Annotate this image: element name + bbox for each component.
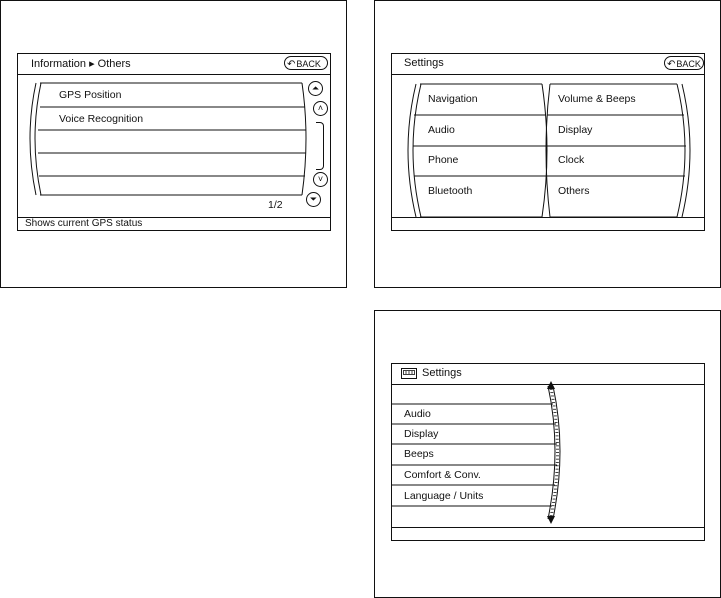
list-item[interactable] (42, 131, 300, 152)
screen-settings-grid (391, 53, 705, 231)
back-button-label: BACK (296, 59, 321, 69)
menu-item-label: Others (558, 185, 590, 197)
page-indicator: 1/2 (268, 199, 283, 211)
screen-settings-list (391, 363, 705, 541)
list-item[interactable] (392, 507, 548, 521)
panel-information-others (0, 0, 347, 288)
menu-item-label: Clock (558, 154, 585, 166)
list-item[interactable] (42, 84, 300, 106)
menu-item-label: Bluetooth (428, 185, 473, 197)
list-item[interactable] (42, 108, 300, 129)
status-bar (18, 217, 330, 230)
menu-item-phone[interactable] (422, 147, 540, 175)
list-item[interactable] (392, 445, 553, 464)
status-bar (392, 217, 704, 230)
list-item-label: Audio (404, 408, 431, 420)
status-text: Shows current GPS status (25, 218, 143, 229)
status-bar (392, 527, 704, 540)
screen-information-others (17, 53, 331, 231)
list-item[interactable] (392, 405, 550, 423)
list-item[interactable] (392, 466, 553, 484)
list-item[interactable] (42, 154, 300, 175)
menu-item-label: Navigation (428, 93, 478, 105)
list-item[interactable] (392, 486, 551, 505)
line-down-icon[interactable]: ˅ (313, 172, 328, 187)
menu-item-audio[interactable] (422, 116, 540, 145)
back-button-label: BACK (676, 59, 701, 69)
scrollbar[interactable] (316, 122, 324, 170)
curved-scrollbar[interactable] (550, 392, 564, 514)
menu-item-label: Audio (428, 124, 455, 136)
page-title: Settings (404, 57, 444, 69)
menu-item-clock[interactable] (554, 147, 674, 175)
menu-item-label: Phone (428, 154, 459, 166)
back-arrow-icon: ↶ (667, 59, 676, 70)
menu-item-label: Display (558, 124, 593, 136)
list-item-label: Language / Units (404, 490, 484, 502)
menu-item-volume-beeps[interactable] (554, 85, 674, 114)
menu-item-label: Volume & Beeps (558, 93, 636, 105)
menu-item-display[interactable] (554, 116, 674, 145)
menu-item-navigation[interactable] (422, 85, 540, 114)
page-down-icon[interactable]: ⏷ (306, 192, 321, 207)
panel-settings-grid (374, 0, 721, 288)
page-title: Settings (422, 367, 462, 379)
back-arrow-icon: ↶ (287, 59, 296, 70)
list-item-label: Voice Recognition (59, 113, 144, 125)
list-item-label: Comfort & Conv. (404, 469, 481, 481)
list-item-label: GPS Position (59, 89, 122, 101)
list-item-label: Beeps (404, 448, 434, 460)
panel-settings-list (374, 310, 721, 598)
line-up-icon[interactable]: ˄ (313, 101, 328, 116)
menu-item-others[interactable] (554, 177, 674, 216)
list-item-label: Display (404, 428, 439, 440)
menu-item-bluetooth[interactable] (422, 177, 540, 216)
list-item[interactable] (42, 177, 300, 194)
page-up-icon[interactable]: ⏶ (308, 81, 323, 96)
breadcrumb: Information ▸ Others (31, 58, 131, 70)
list-item[interactable] (392, 425, 552, 443)
